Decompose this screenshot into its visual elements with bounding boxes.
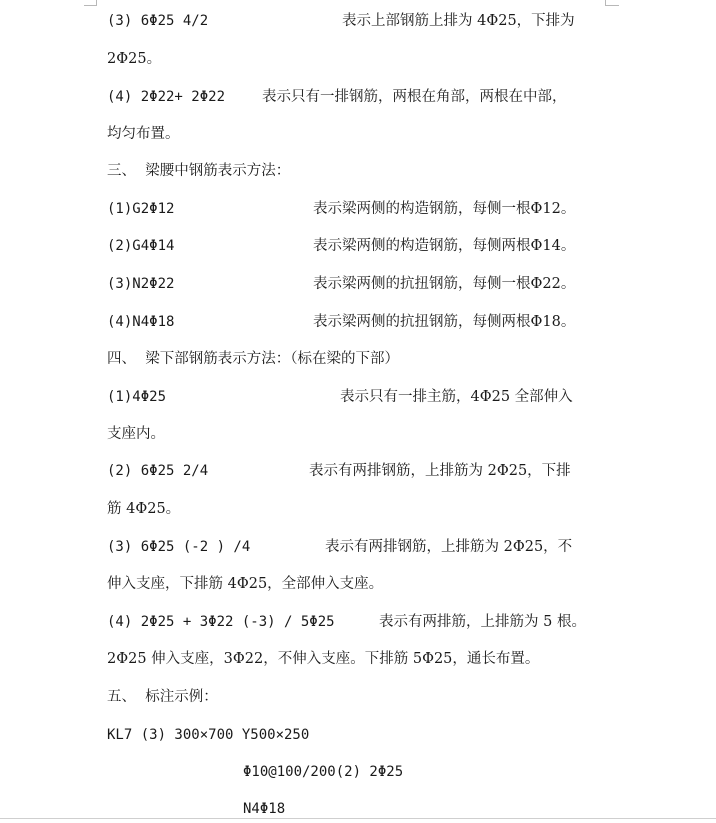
- waist-item-code: (1)G2Φ12: [107, 201, 175, 217]
- bottom-item-desc: 表示有两排钢筋，上排筋为 2Φ25，不: [325, 539, 573, 555]
- page-bottom-edge: [0, 818, 716, 819]
- bottom-item-desc: 表示有两排筋，上排筋为 5 根。: [379, 614, 586, 630]
- item-continuation: 均匀布置。: [107, 126, 180, 142]
- example-line: Φ10@100/200(2) 2Φ25: [243, 764, 404, 780]
- waist-item-desc: 表示梁两侧的抗扭钢筋，每侧一根Φ22。: [313, 276, 576, 292]
- item-continuation: 筋 4Φ25。: [107, 501, 181, 517]
- section-heading: 五、 标注示例：: [107, 689, 218, 705]
- item-continuation: 2Φ25 伸入支座，3Φ22，不伸入支座。下排筋 5Φ25，通长布置。: [107, 651, 540, 667]
- waist-item-code: (2)G4Φ14: [107, 238, 175, 254]
- bottom-item-code: (4) 2Φ25 + 3Φ22 (-3) / 5Φ25: [107, 614, 335, 630]
- waist-item-desc: 表示梁两侧的抗扭钢筋，每侧两根Φ18。: [313, 314, 576, 330]
- bottom-item-desc: 表示有两排钢筋，上排筋为 2Φ25，下排: [309, 463, 571, 479]
- item-desc: 表示上部钢筋上排为 4Φ25，下排为: [342, 13, 575, 29]
- item-continuation: 2Φ25。: [107, 51, 162, 67]
- item-desc: 表示只有一排钢筋，两根在角部，两根在中部，: [262, 89, 567, 105]
- margin-mark-top-left-h: [84, 5, 97, 6]
- waist-item-code: (3)N2Φ22: [107, 276, 175, 292]
- item-continuation: 支座内。: [107, 426, 165, 442]
- margin-mark-top-right-h: [605, 5, 619, 6]
- section-heading: 四、 梁下部钢筋表示方法：（标在梁的下部）: [107, 351, 399, 367]
- item-code: (4) 2Φ22+ 2Φ22: [107, 89, 226, 105]
- waist-item-code: (4)N4Φ18: [107, 314, 175, 330]
- bottom-item-code: (1)4Φ25: [107, 389, 167, 405]
- waist-item-desc: 表示梁两侧的构造钢筋，每侧一根Φ12。: [313, 201, 576, 217]
- bottom-item-desc: 表示只有一排主筋，4Φ25 全部伸入: [340, 389, 573, 405]
- bottom-item-code: (2) 6Φ25 2/4: [107, 463, 209, 479]
- example-line: KL7 (3) 300×700 Y500×250: [107, 727, 310, 743]
- waist-item-desc: 表示梁两侧的构造钢筋，每侧两根Φ14。: [313, 238, 576, 254]
- item-continuation: 伸入支座，下排筋 4Φ25，全部伸入支座。: [107, 576, 384, 592]
- bottom-item-code: (3) 6Φ25 (-2 ) /4: [107, 539, 251, 555]
- example-line: N4Φ18: [243, 801, 286, 817]
- section-heading: 三、 梁腰中钢筋表示方法：: [107, 163, 291, 179]
- item-code: (3) 6Φ25 4/2: [107, 13, 209, 29]
